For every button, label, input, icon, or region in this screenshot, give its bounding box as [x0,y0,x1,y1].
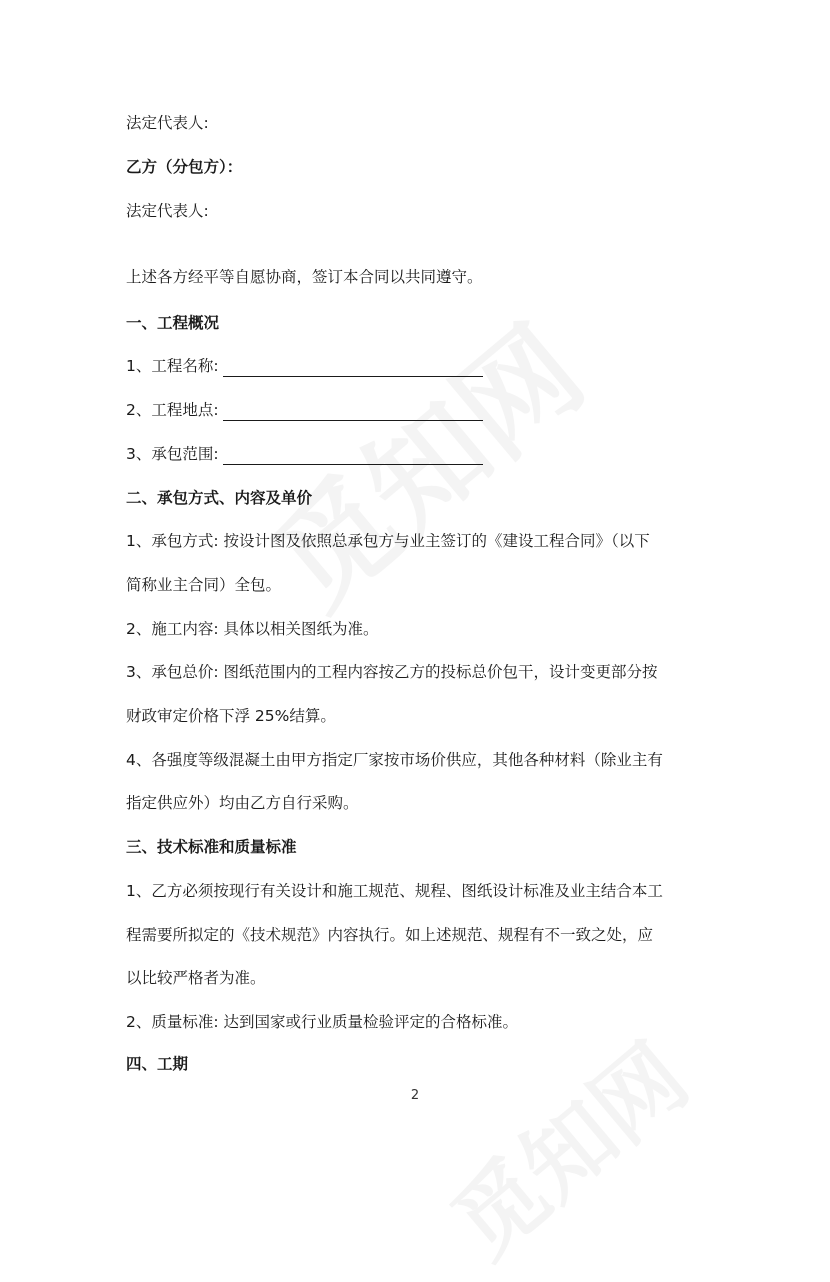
s3-item1-line1: 1、乙方必须按现行有关设计和施工规范、规程、图纸设计标准及业主结合本工 [126,882,663,900]
project-location-blank [223,402,483,421]
s3-item1-line2: 程需要所拟定的《技术规范》内容执行。如上述规范、规程有不一致之处，应 [126,926,654,944]
party-b-heading: 乙方（分包方）： [126,158,243,176]
s2-item2: 2、施工内容: 具体以相关图纸为准。 [126,620,379,638]
s2-item1-line1: 1、承包方式: 按设计图及依照总承包方与业主签订的《建设工程合同》（以下 [126,532,650,550]
contract-scope-label: 3、承包范围: [126,445,219,463]
project-location-field [126,399,483,421]
s2-item4-line1: 4、各强度等级混凝土由甲方指定厂家按市场价供应，其他各种材料（除业主有 [126,751,663,769]
page-number: 2 [410,1088,420,1103]
section-3-title: 三、技术标准和质量标准 [126,838,297,856]
preamble-text: 上述各方经平等自愿协商，签订本合同以共同遵守。 [126,268,483,286]
s3-item2: 2、质量标准: 达到国家或行业质量检验评定的合格标准。 [126,1013,519,1031]
contract-scope-blank [223,446,483,465]
contract-scope-field [126,443,483,465]
project-name-label: 1、工程名称: [126,357,219,375]
project-name-field [126,355,483,377]
s2-item3-line1: 3、承包总价: 图纸范围内的工程内容按乙方的投标总价包干，设计变更部分按 [126,663,658,681]
project-location-label: 2、工程地点: [126,401,219,419]
section-2-title: 二、承包方式、内容及单价 [126,489,313,507]
s2-item1-line2: 简称业主合同）全包。 [126,576,282,594]
project-name-blank [223,358,483,377]
s2-item3-line2: 财政审定价格下浮 25%结算。 [126,707,336,725]
party-a-legal-rep-label: 法定代表人: [126,114,209,132]
section-1-title: 一、工程概况 [126,314,220,332]
party-b-legal-rep-label: 法定代表人: [126,202,209,220]
watermark-bottom [420,1008,710,1281]
section-4-title: 四、工期 [126,1055,189,1073]
s2-item4-line2: 指定供应外）均由乙方自行采购。 [126,794,359,812]
s3-item1-line3: 以比较严格者为准。 [126,969,266,987]
